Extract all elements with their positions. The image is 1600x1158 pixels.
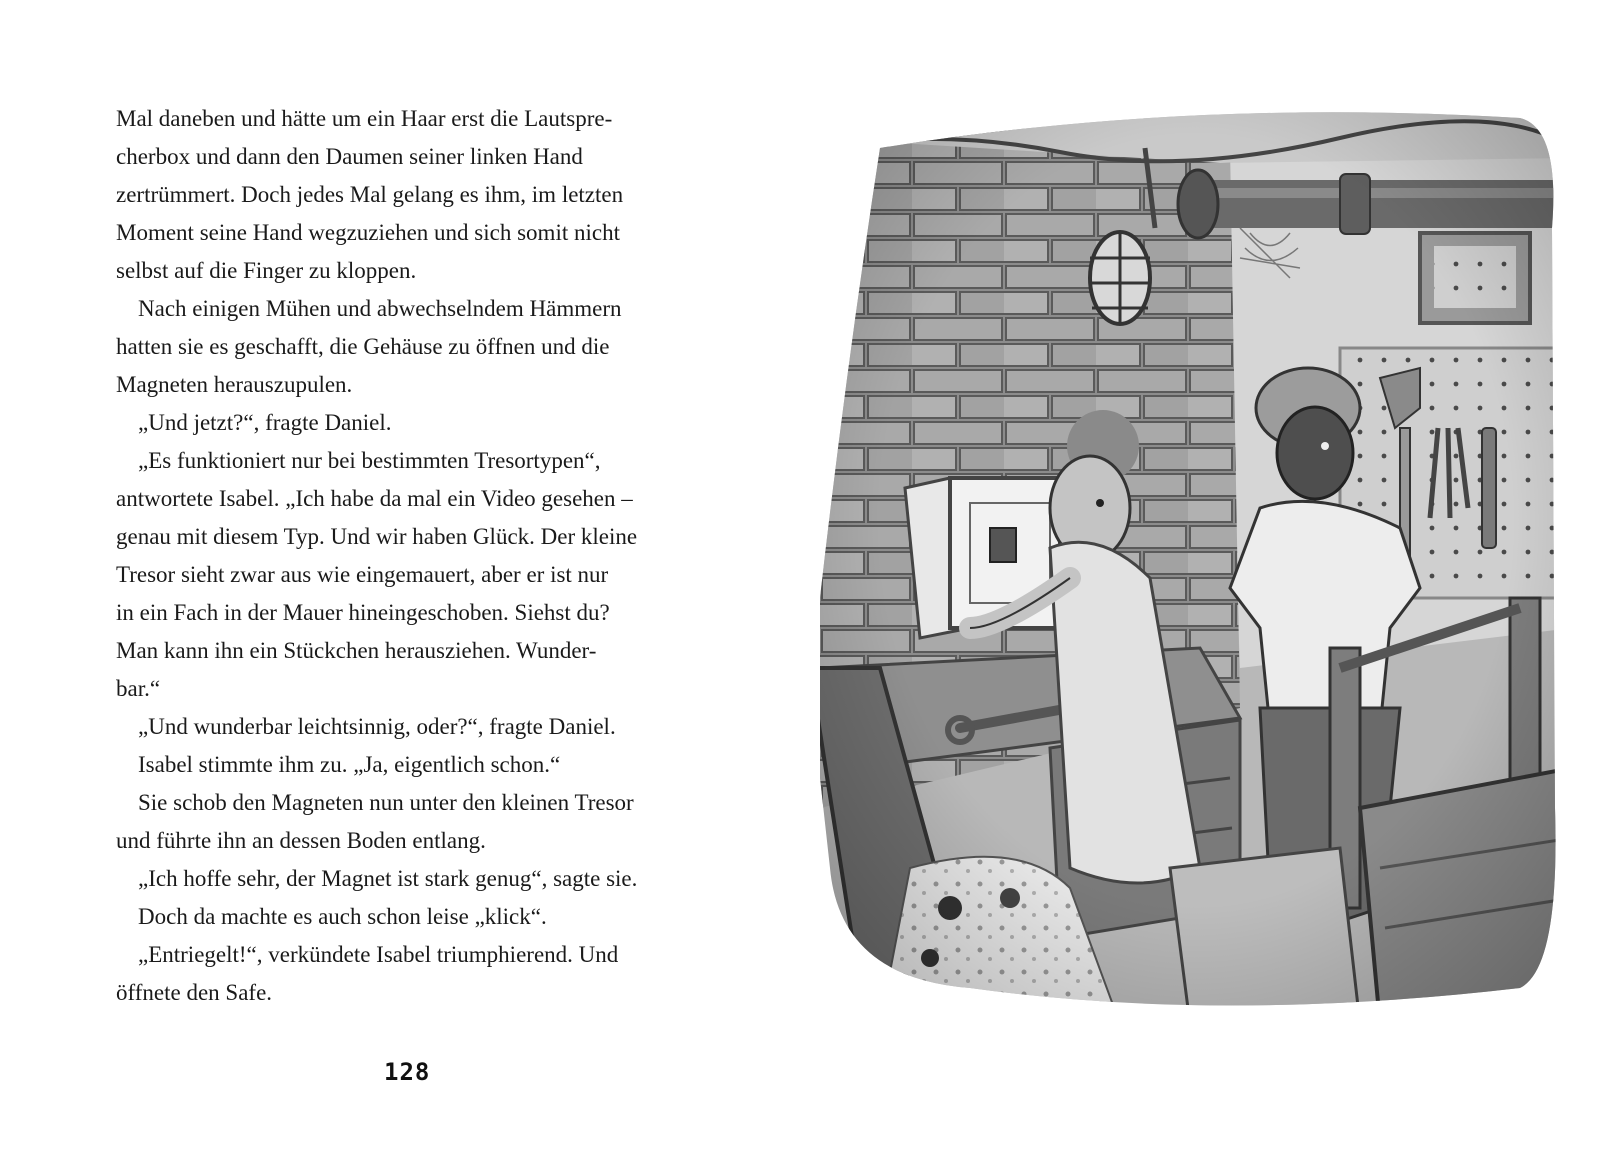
text-line-3: zertrümmert. Doch jedes Mal gelang es ihm, im letzten [116,182,624,207]
text-line-20: und führte ihn an dessen Boden entlang. [116,828,486,853]
text-line-23: „Entriegelt!“, verkündete Isabel triumphierend. Und [138,942,619,967]
text-line-16: bar.“ [116,676,161,701]
text-line-9: „Und jetzt?“, fragte Daniel. [138,410,392,435]
text-line-18: Isabel stimmte ihm zu. „Ja, eigentlich schon.“ [138,752,561,777]
text-line-5: selbst auf die Finger zu kloppen. [116,258,417,283]
text-line-13: Tresor sieht zwar aus wie eingemauert, aber er ist nur [116,562,609,587]
text-line-6: Nach einigen Mühen und abwechselndem Hämmern [138,296,622,321]
text-line-19: Sie schob den Magneten nun unter den kleinen Tresor [138,790,634,815]
text-line-15: Man kann ihn ein Stückchen herausziehen. Wunder- [116,638,597,663]
text-line-2: cherbox und dann den Daumen seiner linken Hand [116,144,583,169]
text-line-14: in ein Fach in der Mauer hineingeschoben. Siehst du? [116,600,610,625]
story-text [116,100,716,1012]
basement-scene-svg [820,108,1572,1024]
text-line-10: „Es funktioniert nur bei bestimmten Tresortypen“, [138,448,601,473]
text-line-7: hatten sie es geschafft, die Gehäuse zu öffnen und die [116,334,610,359]
text-line-12: genau mit diesem Typ. Und wir haben Glück. Der kleine [116,524,638,549]
text-line-11: antwortete Isabel. „Ich habe da mal ein Video gesehen – [116,486,633,511]
page-number: 128 [384,1058,431,1086]
basement-illustration [820,108,1572,1024]
text-line-17: „Und wunderbar leichtsinnig, oder?“, fragte Daniel. [138,714,616,739]
text-line-4: Moment seine Hand wegzuziehen und sich somit nicht [116,220,620,245]
text-line-8: Magneten herauszupulen. [116,372,353,397]
text-line-21: „Ich hoffe sehr, der Magnet ist stark genug“, sagte sie. [138,866,638,891]
text-line-22: Doch da machte es auch schon leise „klick“. [138,904,547,929]
text-line-24: öffnete den Safe. [116,980,273,1005]
text-line-1: Mal daneben und hätte um ein Haar erst die Lautspre- [116,106,613,131]
